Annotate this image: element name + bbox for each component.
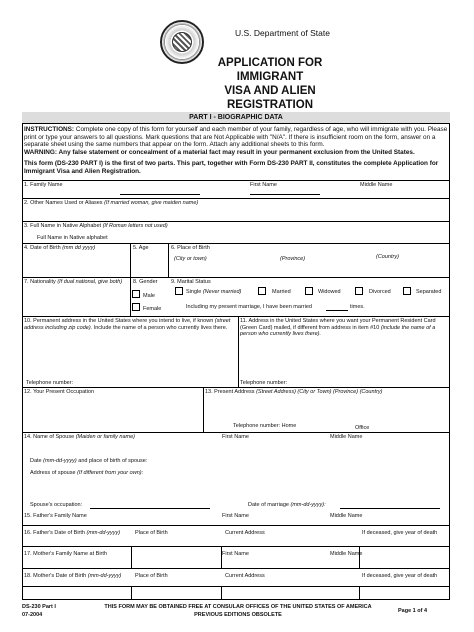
native-name-label: 3. Full Name in Native Alphabet xyxy=(24,223,102,229)
spouse-address-hint: (If different from your own): xyxy=(77,470,144,476)
marital-widowed-checkbox[interactable] xyxy=(305,287,313,295)
column-divider xyxy=(359,586,360,600)
father-first-name-label: First Name xyxy=(222,513,249,519)
us-address-label: 10. Permanent address in the United States where you intend to live, if known xyxy=(24,318,214,324)
spouse-occupation-field[interactable] xyxy=(90,508,210,509)
spouse-dob-rest: and place of birth of spouse: xyxy=(78,458,148,464)
family-name-field[interactable] xyxy=(120,194,200,195)
department-name: U.S. Department of State xyxy=(235,28,330,38)
times-married-field[interactable] xyxy=(326,310,348,311)
marital-married-checkbox[interactable] xyxy=(258,287,266,295)
father-deceased-label: If deceased, give year of death xyxy=(362,530,438,536)
form-note: This form (DS-230 PART I) is the first of two parts. This part, together with Form DS-230 PART II, constitutes the complete Application for Immigrant Visa and Alien Registration. xyxy=(24,160,439,175)
middle-name-label: Middle Name xyxy=(360,182,393,188)
mother-family-name-label: 17. Mother's Family Name at Birth xyxy=(24,551,107,557)
spouse-name-hint: (Maiden or family name) xyxy=(75,434,135,440)
row-divider xyxy=(22,180,450,181)
us-address-hint: (street address including zip code). xyxy=(24,318,231,331)
marital-separated-checkbox[interactable] xyxy=(403,287,411,295)
column-divider xyxy=(130,243,131,316)
mother-first-name-label: First Name xyxy=(222,551,249,557)
date-of-marriage-hint: (mm-dd-yyyy): xyxy=(290,502,326,508)
column-divider xyxy=(131,586,132,600)
family-name-label: 1. Family Name xyxy=(24,182,63,188)
native-name-hint: (If Roman letters not used) xyxy=(102,223,168,229)
form-title-line3: VISA AND ALIEN REGISTRATION xyxy=(224,85,316,111)
gender-male-label: Male xyxy=(143,293,155,299)
green-card-telephone-label: Telephone number: xyxy=(240,380,288,386)
form-title-line1: APPLICATION FOR xyxy=(217,57,323,69)
column-divider xyxy=(203,387,204,432)
home-telephone-label: Telephone number: Home xyxy=(233,423,297,429)
instructions-label: INSTRUCTIONS: xyxy=(24,126,75,133)
place-of-birth-label: 6. Place of Birth xyxy=(171,245,210,251)
marital-separated-label: Separated xyxy=(416,289,442,295)
father-dob-hint: (mm-dd-yyyy) xyxy=(86,530,121,536)
pob-country-label: (Country) xyxy=(376,254,399,260)
row-divider xyxy=(22,586,450,587)
pob-city-label: (City or town) xyxy=(174,256,207,262)
green-card-address-hint: (include the name of a person who currently lives there). xyxy=(240,324,436,337)
gender-female-label: Female xyxy=(143,306,162,312)
marital-widowed-label: Widowed xyxy=(318,289,341,295)
age-label: 5. Age xyxy=(133,245,149,251)
marital-single-checkbox[interactable] xyxy=(175,287,183,295)
free-notice: THIS FORM MAY BE OBTAINED FREE AT CONSULAR OFFICES OF THE UNITED STATES OF AMERICA xyxy=(104,604,372,610)
spouse-dob-hint: (mm-dd-yyyy) xyxy=(43,458,77,464)
office-telephone-label: Office xyxy=(355,425,370,431)
other-names-hint: (If married woman, give maiden name) xyxy=(104,200,199,206)
gender-female-checkbox[interactable] xyxy=(132,303,140,311)
times-married-label: Including my present marriage, I have been married xyxy=(186,304,312,310)
present-address-label: 13. Present Address xyxy=(205,389,255,395)
nationality-label: 7. Nationality xyxy=(24,279,56,285)
nationality-hint: (If dual national, give both) xyxy=(57,279,123,285)
row-divider xyxy=(22,546,450,547)
previous-editions: PREVIOUS EDITIONS OBSOLETE xyxy=(194,612,282,618)
father-family-name-label: 15. Father's Family Name xyxy=(24,513,87,519)
form-id: DS-230 Part I xyxy=(22,604,56,610)
spouse-address-label: Address of spouse xyxy=(30,470,76,476)
father-pob-label: Place of Birth xyxy=(135,530,168,536)
us-telephone-label: Telephone number: xyxy=(26,380,74,386)
dob-hint: (mm dd yyyy) xyxy=(62,245,96,251)
first-name-label: First Name xyxy=(250,182,277,188)
row-divider xyxy=(22,221,450,222)
father-address-label: Current Address xyxy=(225,530,265,536)
column-divider xyxy=(238,316,239,387)
us-address-rest: Include the name of a person who currently lives there. xyxy=(93,324,228,331)
date-of-marriage-label: Date of marriage xyxy=(248,502,289,508)
marital-single-label: Single xyxy=(186,289,202,295)
row-divider xyxy=(22,198,450,199)
father-middle-name-label: Middle Name xyxy=(330,513,363,519)
part-title: PART I - BIOGRAPHIC DATA xyxy=(22,112,450,124)
father-dob-label: 16. Father's Date of Birth xyxy=(24,530,85,536)
spouse-middle-name-label: Middle Name xyxy=(330,434,363,440)
column-divider xyxy=(131,546,132,568)
present-address-hint: (Street Address) (City or Town) (Province) (Country) xyxy=(256,389,383,395)
form-date: 07-2004 xyxy=(22,612,43,618)
page-number: Page 1 of 4 xyxy=(398,608,428,614)
spouse-dob-label: Date xyxy=(30,458,42,464)
date-of-marriage-field[interactable] xyxy=(340,508,440,509)
green-card-address-label: 11. Address in the United States where you want your Permanent Resident Card (Green Card) mailed, if different from address in item #10 xyxy=(240,318,436,331)
other-names-label: 2. Other Names Used or Aliases xyxy=(24,200,103,206)
form-title-line2: IMMIGRANT xyxy=(236,71,304,83)
mother-address-label: Current Address xyxy=(225,573,265,579)
row-divider xyxy=(22,277,450,278)
column-divider xyxy=(168,243,169,277)
row-divider xyxy=(22,243,450,244)
occupation-label: 12. Your Present Occupation xyxy=(24,389,95,395)
instructions-block xyxy=(24,126,448,176)
marital-divorced-label: Divorced xyxy=(369,289,391,295)
mother-pob-label: Place of Birth xyxy=(135,573,168,579)
row-divider xyxy=(22,568,450,569)
instructions-text: Complete one copy of this form for yourself and each member of your family, regardless of age, who will immigrate with you. Please print or type your answers to all questions. Mark questions that are Not Applicable with "N/A". If there is insufficient room on the form, answer on a separate sheet using the same numbers that appear on the form. Attach any additional sheets to this form. xyxy=(24,126,448,149)
dob-label: 4. Date of Birth xyxy=(24,245,61,251)
mother-dob-label: 18. Mother's Date of Birth xyxy=(24,573,87,579)
warning-text: WARNING: Any false statement or concealment of a material fact may result in your permanent exclusion from the United States. xyxy=(24,148,415,156)
row-divider xyxy=(22,387,450,388)
marital-single-hint: (Never married) xyxy=(202,289,242,295)
native-name-sub-label: Full Name in Native alphabet xyxy=(37,235,108,241)
column-divider xyxy=(221,586,222,600)
mother-deceased-label: If deceased, give year of death xyxy=(362,573,438,579)
mother-dob-hint: (mm-dd-yyyy) xyxy=(87,573,122,579)
row-divider xyxy=(22,432,450,433)
spouse-name-label: 14. Name of Spouse xyxy=(24,434,75,440)
pob-province-label: (Province) xyxy=(280,256,306,262)
marital-married-label: Married xyxy=(272,289,291,295)
gender-male-checkbox[interactable] xyxy=(132,290,140,298)
marital-status-label: 9. Marital Status xyxy=(171,279,211,285)
mother-middle-name-label: Middle Name xyxy=(330,551,363,557)
first-name-field[interactable] xyxy=(250,194,320,195)
row-divider xyxy=(22,316,450,317)
marital-divorced-checkbox[interactable] xyxy=(355,287,363,295)
times-label: times. xyxy=(350,304,365,310)
spouse-first-name-label: First Name xyxy=(222,434,249,440)
spouse-occupation-label: Spouse's occupation: xyxy=(30,502,83,508)
row-divider xyxy=(22,525,450,526)
gender-label: 8. Gender xyxy=(133,279,158,285)
